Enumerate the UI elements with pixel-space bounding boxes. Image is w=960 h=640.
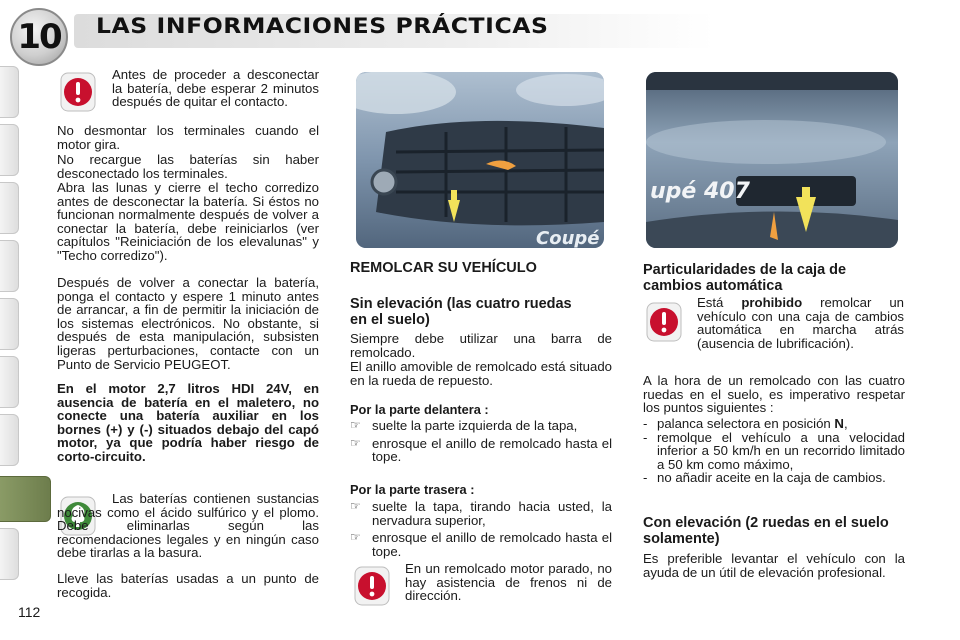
front-label: Por la parte delantera : xyxy=(350,402,489,417)
towing-rules-list xyxy=(643,417,905,485)
chapter-tab[interactable] xyxy=(0,528,19,580)
chapter-tab-active[interactable] xyxy=(0,476,51,522)
chapter-tab-strip xyxy=(0,66,20,586)
paragraph: Es preferible levantar el vehículo con la ayuda de un útil de elevación profesional. xyxy=(643,551,905,580)
chapter-tab[interactable] xyxy=(0,356,19,408)
rear-label: Por la parte trasera : xyxy=(350,482,475,497)
pointing-finger-icon: ☞ xyxy=(350,418,361,432)
chapter-tab[interactable] xyxy=(0,414,19,466)
pointing-finger-icon: ☞ xyxy=(350,530,361,545)
reverse-towing-warning: Está prohibido remolcar un vehículo con una caja de cambios automática en marcha atrás (ausencia de lubrificación). xyxy=(697,295,904,351)
paragraph: Siempre debe utilizar una barra de remolcado. xyxy=(350,331,612,360)
front-bumper-photo xyxy=(356,72,604,248)
chapter-badge xyxy=(10,8,68,66)
auto-gearbox-heading: Particularidades de la caja de cambios automática xyxy=(643,262,847,294)
pointing-finger-icon: ☞ xyxy=(350,435,361,450)
with-lift-subheading: Con elevación (2 ruedas en el suelo solamente) xyxy=(643,515,889,547)
chapter-tab[interactable] xyxy=(0,298,19,350)
list-item: ☞ enrosque el anillo de remolcado hasta el tope. xyxy=(350,530,612,559)
chapter-tab[interactable] xyxy=(0,182,19,234)
paragraph: No desmontar los terminales cuando el motor gira. xyxy=(57,123,319,152)
list-item: ☞ suelte la parte izquierda de la tapa, xyxy=(350,418,578,433)
list-item: - palanca selectora en posición N, xyxy=(643,416,848,431)
front-steps-list xyxy=(350,419,612,464)
paragraph: Lleve las baterías usadas a un punto de recogida. xyxy=(57,571,319,600)
hdi-warning-text: En el motor 2,7 litros HDI 24V, en ausencia de batería en el maletero, no conecte una batería auxiliar en los bornes (+) y (-) situados debajo del capó motor, ya que podría haber riesgo de corto-circuito. xyxy=(57,381,319,464)
no-lift-subheading: Sin elevación (las cuatro ruedas en el suelo) xyxy=(350,296,572,328)
rear-bumper-photo xyxy=(646,72,898,248)
paragraph: A la hora de un remolcado con las cuatro ruedas en el suelo, es imperativo respetar los puntos siguientes : xyxy=(643,373,905,416)
page-number: 112 xyxy=(18,604,41,620)
brake-warning-text: En un remolcado motor parado, no hay asistencia de frenos ni de dirección. xyxy=(405,561,612,604)
page-title: LAS INFORMACIONES PRÁCTICAS xyxy=(96,14,549,38)
coupe-badge-text: Coupé xyxy=(536,228,600,248)
chapter-tab[interactable] xyxy=(0,66,19,118)
battery-warning-text: Antes de proceder a desconectar la batería, debe esperar 2 minutos después de quitar el contacto. xyxy=(112,67,319,110)
list-item: ☞ suelte la tapa, tirando hacia usted, la nervadura superior, xyxy=(350,499,612,528)
list-item: - remolque el vehículo a una velocidad inferior a 50 km/h en un recorrido limitado a 50 km como máximo, xyxy=(643,429,905,472)
chapter-tab[interactable] xyxy=(0,240,19,292)
pointing-finger-icon: ☞ xyxy=(350,499,361,513)
towing-heading: REMOLCAR SU VEHÍCULO xyxy=(350,260,537,276)
list-item: - no añadir aceite en la caja de cambios. xyxy=(643,470,886,486)
warning-icon xyxy=(354,566,390,606)
paragraph: El anillo amovible de remolcado está situado en la rueda de repuesto. xyxy=(350,359,612,388)
paragraph: Abra las lunas y cierre el techo corredizo antes de desconectar la batería. Si éstos no funcionan normalmente después de volver a conectar la batería, debe reiniciarlos (ver capítulos "Reiniciación de los elevalunas" y "Techo corredizo"). xyxy=(57,180,319,263)
warning-icon xyxy=(646,302,682,342)
chapter-tab[interactable] xyxy=(0,124,19,176)
paragraph: No recargue las baterías sin haber desconectado los terminales. xyxy=(57,152,319,181)
list-item: ☞ enrosque el anillo de remolcado hasta el tope. xyxy=(350,435,612,465)
rear-steps-list xyxy=(350,500,612,558)
warning-icon xyxy=(60,72,96,112)
paragraph: Después de volver a conectar la batería, ponga el contacto y espere 1 minuto antes de arrancar, a fin de permitir la iniciación de los sistemas electrónicos. No obstante, si después de esta manipulación, subsisten ligeras perturbaciones, contacte con un Punto de Servicio PEUGEOT. xyxy=(57,275,319,372)
chapter-number: 10 xyxy=(17,17,61,57)
rear-badge-text: upé 407 xyxy=(650,179,750,204)
eco-note-text: Las baterías contienen sustancias nocivas como el ácido sulfúrico y el plomo. Debe eliminarlas según las recomendaciones legales y en ningún caso debe tirarlas a la basura. xyxy=(57,491,319,561)
